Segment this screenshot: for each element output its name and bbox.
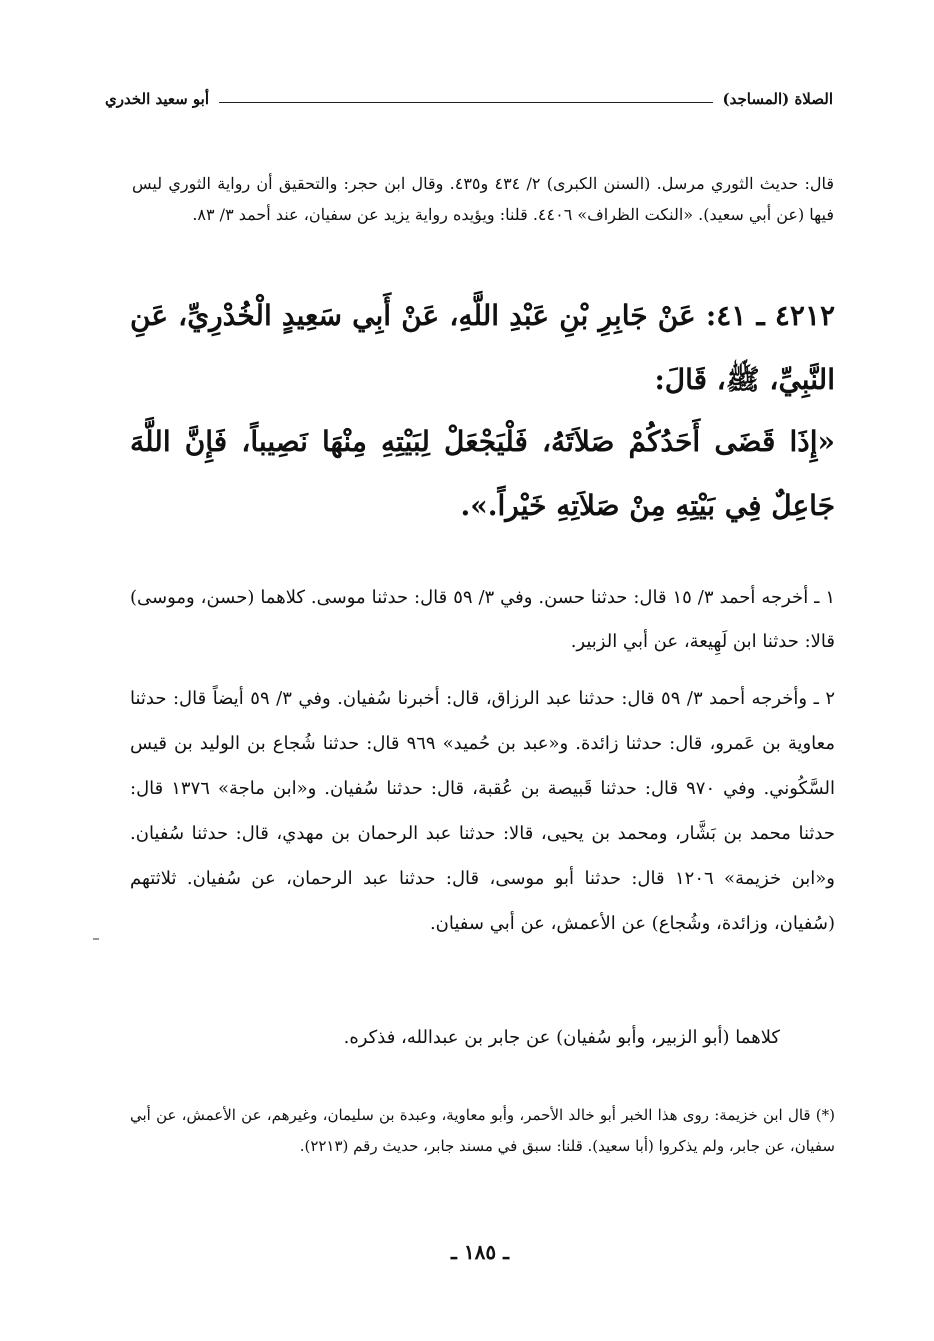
hadith-heading: ٤٢١٢ ـ ٤١: عَنْ جَابِرِ بْنِ عَبْدِ اللَّهِ، عَنْ أَبِي سَعِيدٍ الْخُدْرِيِّ، عَنِ النَّبِيِّ، ﷺ، قَالَ: <box>130 299 836 396</box>
footnote: (*) قال ابن خزيمة: روى هذا الخبر أبو خالد الأحمر، وأبو معاوية، وعبدة بن سليمان، وغيرهم، عن الأعمش، عن أبي سفيان، عن جابر، ولم يذكروا (أبا سعيد). قلنا: سبق في مسند جابر، حديث رقم (٢٢١٣). <box>130 1106 835 1155</box>
hadith-text: «إِذَا قَضَى أَحَدُكُمْ صَلاَتَهُ، فَلْيَجْعَلْ لِبَيْتِهِ مِنْهَا نَصِيباً، فَإِنَّ اللَّهَ جَاعِلٌ فِي بَيْتِهِ مِنْ صَلاَتِهِ خَيْراً.». <box>130 425 835 522</box>
takhrij-paragraph-2: ٢ ـ وأخرجه أحمد ٣/ ٥٩ قال: حدثنا عبد الرزاق، قال: أخبرنا سُفيان. وفي ٣/ ٥٩ أيضاً قال: حدثنا معاوية بن عَمرو، قال: حدثنا زائدة. و«عبد بن حُميد» ٩٦٩ قال: حدثنا شُجاع بن الوليد بن قيس السَّكُوني. وفي ٩٧٠ قال: حدثنا قَبيصة بن عُقبة، قال: حدثنا سُفيان. و«ابن ماجة» ١٣٧٦ قال: حدثنا محمد بن بَشَّار، ومحمد بن يحيى، قالا: حدثنا عبد الرحمان بن مهدي، قال: حدثنا سُفيان. و«ابن خزيمة» ١٢٠٦ قال: حدثنا أبو موسى، قال: حدثنا عبد الرحمان، عن سُفيان. ثلاثتهم (سُفيان، وزائدة، وشُجاع) عن الأعمش، عن أبي سفيان. <box>130 688 836 934</box>
summary-line: كلاهما (أبو الزبير، وأبو سُفيان) عن جابر بن عبدالله، فذكره. <box>343 1027 780 1048</box>
header-rule <box>219 102 712 103</box>
running-header <box>105 84 833 114</box>
continued-note: قال: حديث الثوري مرسل. (السنن الكبرى) ٢/ ٤٣٤ و٤٣٥. وقال ابن حجر: والتحقيق أن رواية الثوري ليس فيها (عن أبي سعيد). «النكت الظراف» ٤٤٠٦. قلنا: ويؤيده رواية يزيد عن سفيان، عند أحمد ٣/ ٨٣. <box>132 174 835 224</box>
section-title: الصلاة (المساجد) <box>722 90 833 108</box>
margin-mark <box>93 938 99 940</box>
page-number: ـ ١٨٥ ـ <box>451 1240 509 1264</box>
narrator-title: أبو سعيد الخدري <box>105 90 210 108</box>
takhrij-paragraph-1: ١ ـ أخرجه أحمد ٣/ ١٥ قال: حدثنا حسن. وفي ٣/ ٥٩ قال: حدثنا موسى. كلاهما (حسن، وموسى) قالا: حدثنا ابن لَهِيعة، عن أبي الزبير. <box>130 587 835 652</box>
